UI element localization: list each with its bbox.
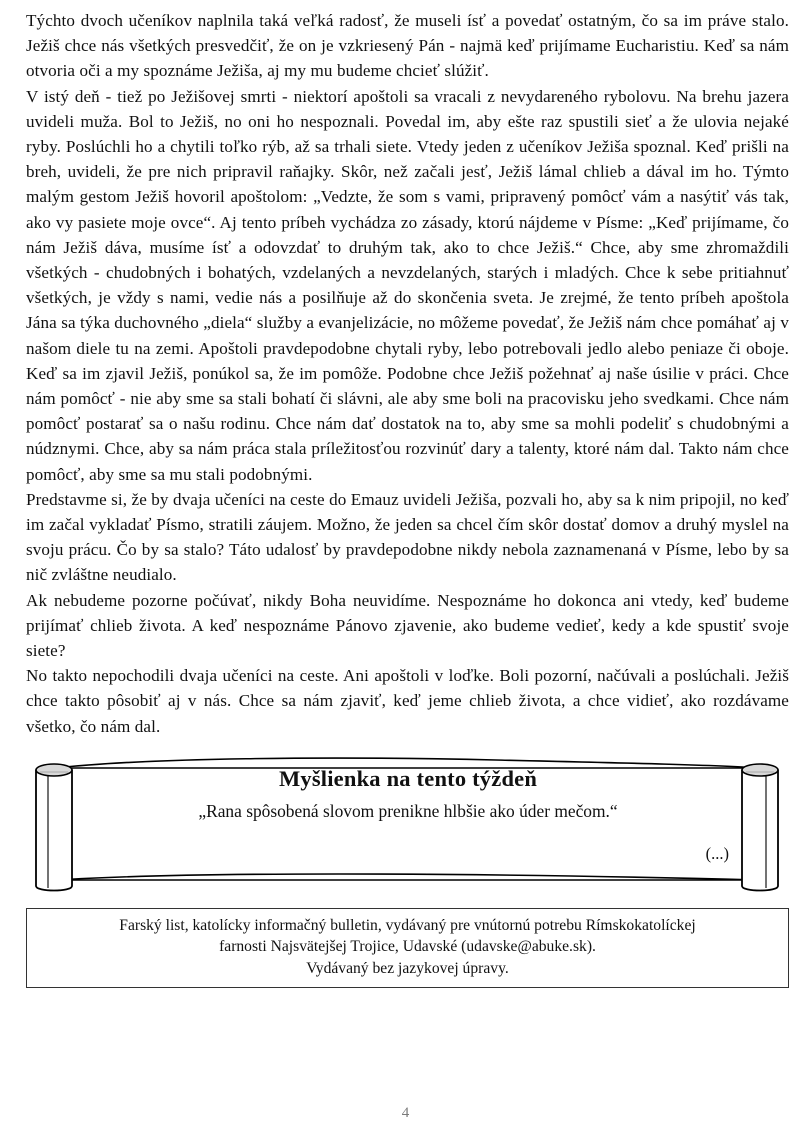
scroll-title: Myšlienka na tento týždeň: [278, 765, 538, 791]
footer-imprint-box: [26, 908, 789, 989]
paragraph-3: Predstavme si, že by dvaja učeníci na ceste do Emauz uvideli Ježiša, pozvali ho, aby sa k nim pripojil, no keď im začal vykladať Písmo, stratili záujem. Možno, že jeden sa chcel čím skôr dostať domov a druhý myslel na svoju prácu. Čo by sa stalo? Táto udalosť by pravdepodobne nikdy nebola zaznamenaná v Písme, lebo by sa nič zvláštne neudialo.: [26, 489, 789, 585]
scroll-text-block: [118, 766, 698, 822]
footer-line-1: Farský list, katolícky informačný bulletin, vydávaný pre vnútornú potrebu Rímskokatolíckej: [119, 916, 696, 934]
article-body: [26, 8, 789, 739]
page-number: 4: [401, 1105, 410, 1121]
weekly-thought-scroll: [26, 752, 789, 892]
paragraph-1: Týchto dvoch učeníkov naplnila taká veľká radosť, že museli ísť a povedať ostatným, čo sa im práve stalo. Ježiš chce nás všetkých presvedčiť, že on je vzkriesený Pán - najmä keď prijímame Eucharistiu. Keď sa nám otvoria oči a my spoznáme Ježiša, aj my mu budeme chcieť slúžiť.: [26, 11, 789, 81]
footer-line-2: farnosti Najsvätejšej Trojice, Udavské (udavske@abuke.sk).: [219, 938, 596, 956]
footer-line-3: Vydávaný bez jazykovej úpravy.: [306, 959, 509, 977]
scroll-ellipsis: (...): [705, 843, 729, 863]
paragraph-2: V istý deň - tiež po Ježišovej smrti - niektorí apoštoli sa vracali z nevydareného rybolovu. Na brehu jazera uvideli muža. Bol to Ježiš, no oni ho nespoznali. Povedal im, aby ešte raz spustili sieť a že ulovia nejaké ryby. Poslúchli ho a chytili toľko rýb, až sa trhali siete. Vtedy jeden z učeníkov Ježiša spoznal. Keď prišli na breh, uvideli, že pre nich pripravil raňajky. Skôr, než začali jesť, Ježiš lámal chlieb a dával im ho. Týmto malým gestom Ježiš hovoril apoštolom: „Vedzte, že som s vami, pripravený pomôcť vám a nasýtiť vás tak, ako vy pasiete moje ovce“. Aj tento príbeh vychádza zo zásady, ktorú nájdeme v Písme: „Keď prijímame, čo nám Ježiš dáva, musíme ísť a odovzdať to druhým tak, ako to chce Ježiš.“ Chce, aby sme zhromaždili všetkých - chudobných i bohatých, vzdelaných a nevzdelaných, starých i mladých. Chce k sebe pritiahnuť všetkých, je vždy s nami, vedie nás a posilňuje až do skončenia sveta. Je zrejmé, že tento príbeh apoštola Jána sa týka duchovného „diela“ služby a evanjelizácie, no môžeme povedať, že Ježiš nám chce pomáhať aj v našom diele tu na zemi. Apoštoli pravdepodobne chytali ryby, lebo potrebovali jedlo alebo peniaze či oboje. Keď sa im zjavil Ježiš, ponúkol sa, že im pomôže. Podobne chce Ježiš požehnať aj naše úsilie v práci. Chce nám pomôcť - nie aby sme sa stali bohatí či slávni, ale aby sme boli na pracovisku jeho svedkami. Chce nám pomôcť postarať sa o našu rodinu. Chce nám dať dostatok na to, aby sme sa mohli podeliť s chudobnými a núdznymi. Chce, aby sa nám práca stala príležitosťou rozvinúť dary a talenty, ktoré nám dal. Takto nám chce pomôcť, aby sme sa mu stali podobnými.: [26, 86, 789, 484]
scroll-quote: „Rana spôsobená slovom prenikne hlbšie ako úder mečom.“: [198, 800, 618, 821]
paragraph-4: Ak nebudeme pozorne počúvať, nikdy Boha neuvidíme. Nespoznáme ho dokonca ani vtedy, keď budeme prijímať chlieb života. A keď nespoznáme Pánovo zjavenie, ako budeme vedieť, kedy a kde spustiť svoje siete?: [26, 590, 789, 661]
paragraph-5: No takto nepochodili dvaja učeníci na ceste. Ani apoštoli v loďke. Boli pozorní, načúvali a poslúchali. Ježiš chce takto pôsobiť aj v nás. Chce sa nám zjaviť, keď jeme chlieb života, a chce vidieť, ako rozdávame všetko, čo nám dal.: [26, 666, 789, 736]
